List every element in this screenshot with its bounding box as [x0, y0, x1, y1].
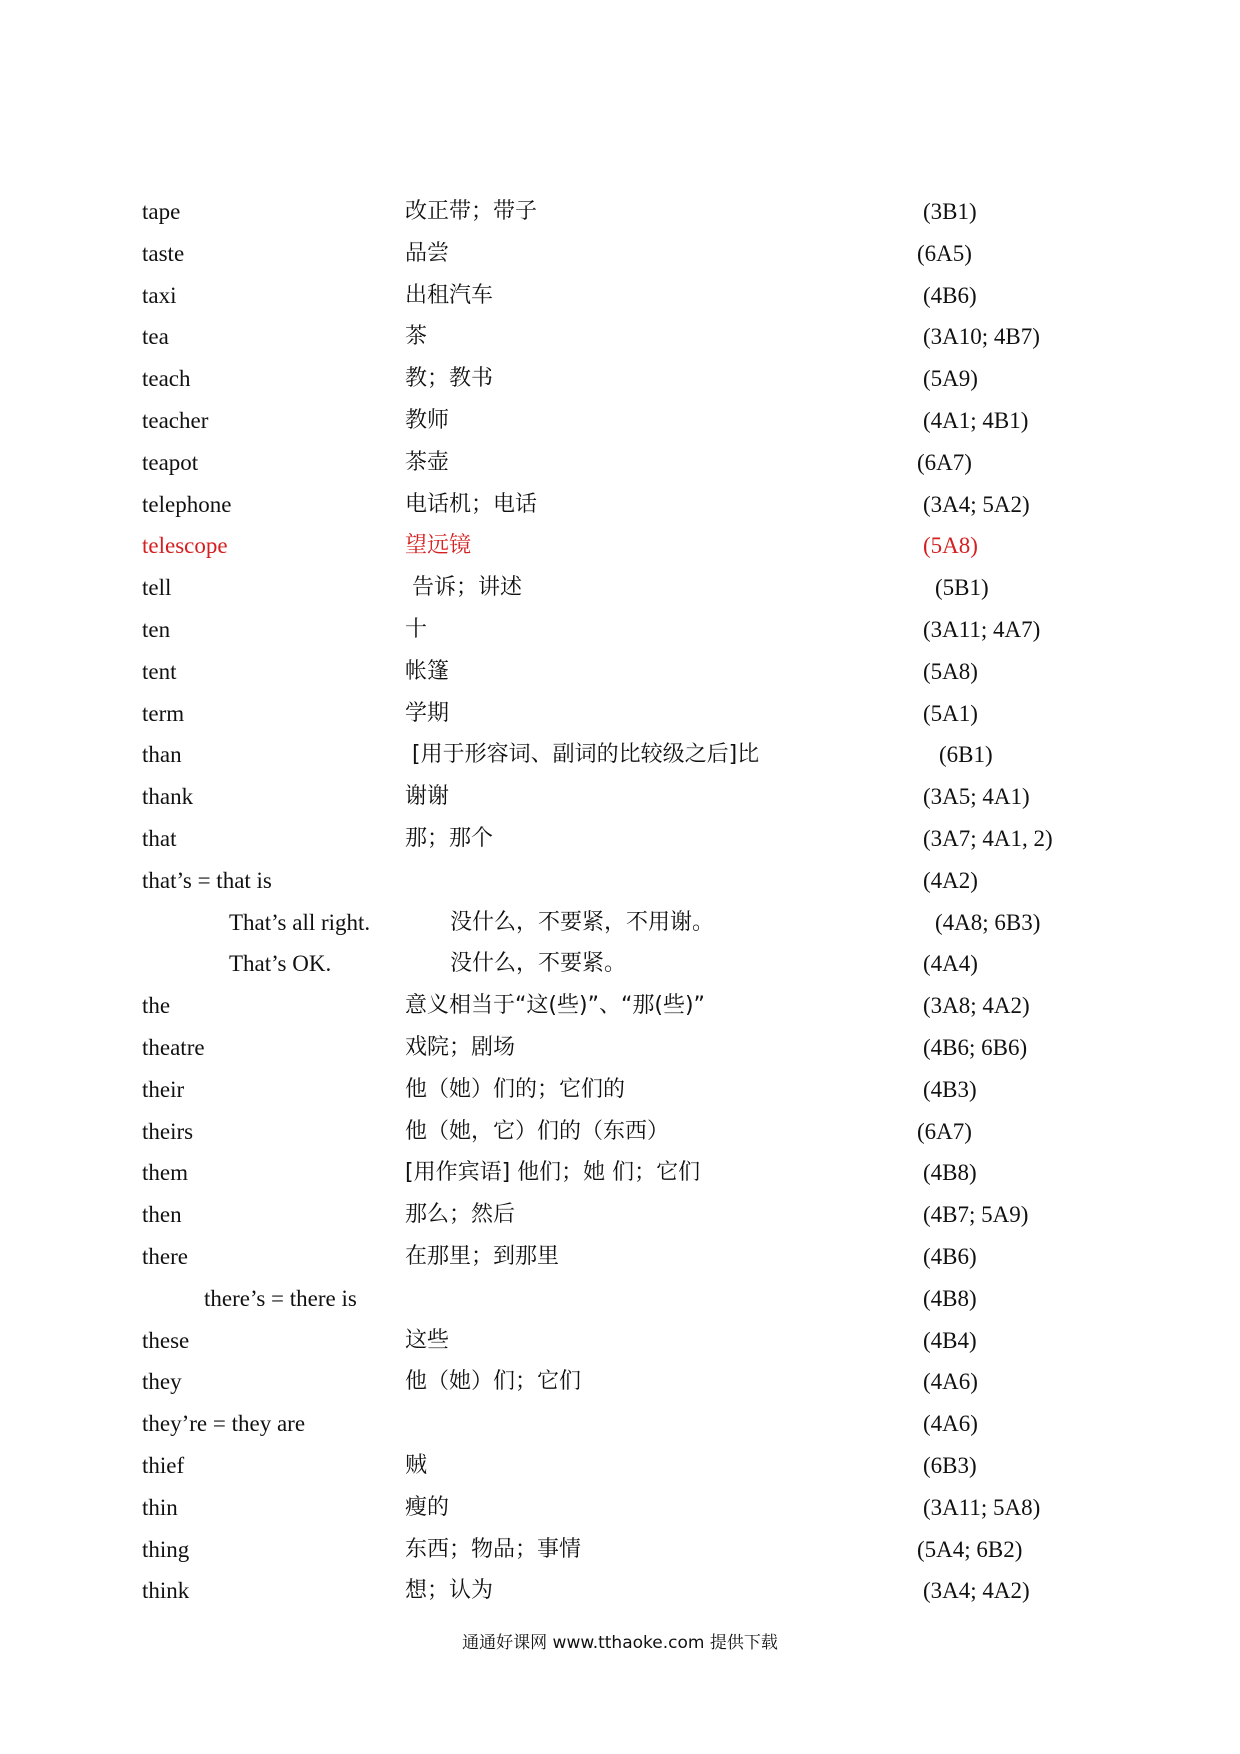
vocab-row: [0, 406, 1240, 448]
vocab-ref: (4B4): [923, 1327, 977, 1353]
vocab-word: telephone: [142, 491, 232, 517]
vocab-row: [0, 699, 1240, 741]
vocab-row: [0, 657, 1240, 699]
vocab-row-phrase: [0, 908, 1240, 950]
vocab-meaning: [用于形容词、副词的比较级之后]比: [412, 742, 760, 768]
vocab-ref: (5A8): [923, 533, 978, 559]
vocab-meaning: 茶壶: [405, 449, 450, 475]
vocab-meaning: 意义相当于“这(些)”、“那(些)”: [405, 993, 705, 1019]
vocab-ref: (3A10; 4B7): [923, 324, 1040, 350]
vocab-row: [0, 281, 1240, 323]
vocab-word: that: [142, 825, 177, 851]
vocab-word: thank: [142, 784, 194, 810]
vocab-meaning: 他（她）们；它们: [405, 1369, 582, 1395]
vocab-word: tea: [142, 324, 169, 350]
vocab-meaning: 帐篷: [405, 658, 450, 684]
vocab-phrase: there’s = there is: [204, 1285, 357, 1311]
vocab-word: tell: [142, 575, 172, 601]
vocab-row: [0, 1576, 1240, 1618]
vocab-ref: (4B8): [923, 1285, 977, 1311]
vocab-ref: (4B3): [923, 1076, 977, 1102]
vocab-meaning: 改正带；带子: [405, 199, 538, 224]
vocab-ref: (4A8; 6B3): [935, 909, 1041, 935]
vocab-ref: (3A7; 4A1, 2): [923, 825, 1053, 851]
vocab-ref: (5B1): [935, 575, 989, 601]
vocab-row: [0, 1409, 1240, 1451]
vocab-row: [0, 1451, 1240, 1493]
vocab-row: [0, 740, 1240, 782]
vocab-ref: (6A7): [917, 449, 972, 475]
vocab-word: theirs: [142, 1118, 194, 1144]
vocab-word: taste: [142, 240, 185, 266]
vocab-meaning: 教；教书: [405, 366, 494, 392]
vocab-meaning: [用作宾语] 他们；她 们；它们: [405, 1160, 701, 1186]
vocab-word: tape: [142, 199, 181, 224]
vocab-ref: (5A8): [923, 658, 978, 684]
vocab-meaning: 他（她，它）们的（东西）: [405, 1118, 670, 1144]
vocab-meaning: 没什么，不要紧，不用谢。: [450, 909, 715, 935]
vocab-word: there: [142, 1243, 188, 1269]
vocab-ref: (4A6): [923, 1411, 978, 1437]
vocab-row: [0, 991, 1240, 1033]
vocab-row: [0, 1200, 1240, 1242]
vocab-meaning: 学期: [405, 700, 450, 726]
vocabulary-list: [0, 197, 1240, 1618]
vocab-ref: (3A8; 4A2): [923, 993, 1030, 1019]
vocab-word: ten: [142, 616, 171, 642]
vocab-ref: (3A5; 4A1): [923, 784, 1030, 810]
vocab-row: [0, 364, 1240, 406]
vocab-meaning: 贼: [405, 1452, 428, 1478]
vocab-meaning: 望远镜: [405, 533, 472, 559]
vocab-row: [0, 1033, 1240, 1075]
vocab-meaning: 那；那个: [405, 825, 494, 851]
vocab-word: thing: [142, 1536, 190, 1562]
vocab-row: [0, 1535, 1240, 1577]
vocab-row: [0, 322, 1240, 364]
vocab-meaning: 教师: [405, 407, 450, 433]
vocab-word: their: [142, 1076, 185, 1102]
vocab-ref: (5A9): [923, 366, 978, 392]
vocab-word: thief: [142, 1452, 185, 1478]
vocab-row: [0, 1075, 1240, 1117]
vocab-row: [0, 1117, 1240, 1159]
vocab-ref: (6B3): [923, 1452, 977, 1478]
vocab-row-highlighted: [0, 531, 1240, 573]
vocab-ref: (6B1): [939, 742, 993, 768]
vocab-ref: (6A7): [917, 1118, 972, 1144]
vocab-word: they’re = they are: [142, 1411, 306, 1437]
vocab-ref: (4B6; 6B6): [923, 1034, 1028, 1060]
vocab-meaning: 谢谢: [405, 784, 450, 810]
vocab-ref: (6A5): [917, 240, 972, 266]
vocab-word: theatre: [142, 1034, 205, 1060]
vocab-word: thin: [142, 1494, 178, 1520]
vocab-row: [0, 1493, 1240, 1535]
vocab-row: [0, 1158, 1240, 1200]
vocab-meaning: 品尝: [405, 240, 450, 266]
vocab-row: [0, 490, 1240, 532]
page-footer: 通通好课网 www.tthaoke.com 提供下载: [462, 1633, 778, 1653]
vocab-row-phrase: [0, 1284, 1240, 1326]
vocab-ref: (3A4; 5A2): [923, 491, 1030, 517]
vocab-meaning: 瘦的: [405, 1494, 450, 1520]
vocab-ref: (3A11; 4A7): [923, 616, 1041, 642]
vocab-ref: (5A4; 6B2): [917, 1536, 1023, 1562]
vocab-meaning: 那么；然后: [405, 1202, 516, 1228]
vocab-meaning: 在那里；到那里: [405, 1243, 560, 1269]
vocab-word: they: [142, 1369, 182, 1395]
vocab-ref: (3A4; 4A2): [923, 1578, 1030, 1604]
vocab-word: taxi: [142, 282, 177, 308]
vocab-row: [0, 1242, 1240, 1284]
vocab-row: [0, 573, 1240, 615]
vocab-meaning: 东西；物品；事情: [405, 1536, 582, 1562]
vocab-word: teapot: [142, 449, 199, 475]
vocab-meaning: 这些: [405, 1327, 450, 1353]
vocab-word: that’s = that is: [142, 867, 272, 893]
vocab-ref: (4A6): [923, 1369, 978, 1395]
vocab-meaning: 十: [405, 616, 428, 642]
vocab-word: then: [142, 1202, 182, 1228]
vocab-meaning: 电话机；电话: [405, 491, 538, 517]
vocab-row: [0, 239, 1240, 281]
vocab-word: tent: [142, 658, 177, 684]
vocab-meaning: 出租汽车: [405, 282, 494, 308]
vocab-row: [0, 448, 1240, 490]
vocab-phrase: That’s all right.: [229, 909, 371, 935]
vocab-row: [0, 1367, 1240, 1409]
vocab-ref: (3B1): [923, 199, 977, 224]
vocab-row: [0, 615, 1240, 657]
vocab-ref: (4B7; 5A9): [923, 1202, 1029, 1228]
vocab-meaning: 想；认为: [405, 1578, 494, 1604]
vocab-row: [0, 824, 1240, 866]
vocab-word: them: [142, 1160, 188, 1186]
vocab-ref: (4A2): [923, 867, 978, 893]
vocab-row: [0, 782, 1240, 824]
vocab-word: teacher: [142, 407, 209, 433]
vocab-ref: (4A1; 4B1): [923, 407, 1029, 433]
vocab-row: [0, 1326, 1240, 1368]
vocab-word: term: [142, 700, 185, 726]
vocab-word: the: [142, 993, 171, 1019]
vocab-word: teach: [142, 366, 191, 392]
vocab-word: these: [142, 1327, 190, 1353]
vocab-ref: (4B6): [923, 282, 977, 308]
vocab-meaning: 告诉；讲述: [412, 575, 523, 601]
vocab-word: than: [142, 742, 182, 768]
vocab-word: think: [142, 1578, 190, 1604]
vocab-meaning: 茶: [405, 324, 428, 350]
vocab-row: [0, 866, 1240, 908]
vocab-meaning: 戏院；剧场: [405, 1034, 516, 1060]
vocab-meaning: 他（她）们的；它们的: [405, 1076, 626, 1102]
vocab-ref: (4B6): [923, 1243, 977, 1269]
vocab-meaning: 没什么，不要紧。: [450, 951, 627, 977]
vocab-ref: (3A11; 5A8): [923, 1494, 1041, 1520]
vocab-row: [0, 197, 1240, 239]
vocab-ref: (4B8): [923, 1160, 977, 1186]
vocab-phrase: That’s OK.: [229, 951, 332, 977]
vocab-row-phrase: [0, 949, 1240, 991]
vocab-ref: (4A4): [923, 951, 978, 977]
vocab-ref: (5A1): [923, 700, 978, 726]
vocab-word: telescope: [142, 533, 228, 559]
